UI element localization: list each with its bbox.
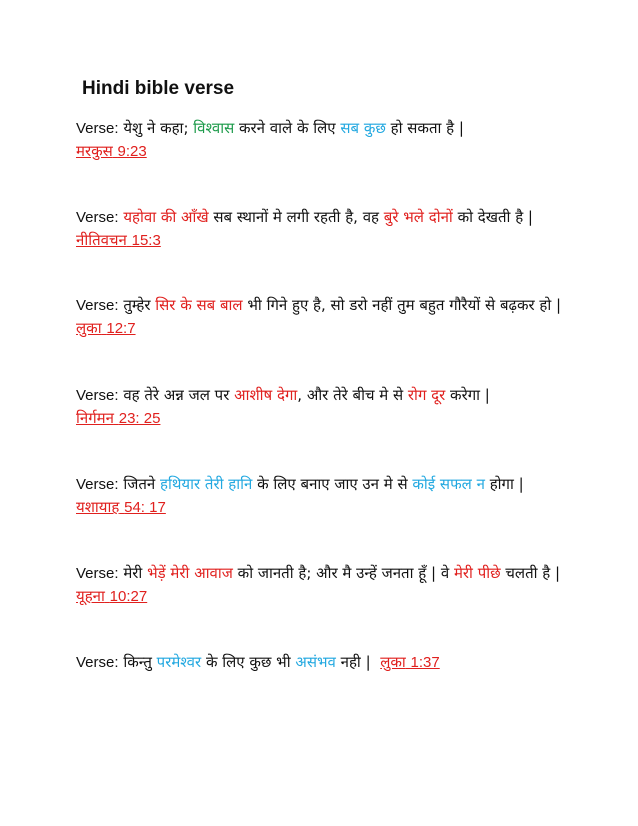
verse-highlight: कोई सफल न	[412, 475, 485, 493]
verse-highlight: भेड़ें मेरी आवाज	[147, 564, 233, 582]
verse-label: Verse:	[76, 120, 119, 137]
verse-text: करने वाले के लिए	[239, 119, 336, 137]
verse-label: Verse:	[76, 297, 119, 314]
verse-text: सब स्थानों मे लगी रहती है, वह	[213, 208, 379, 226]
verse-text: को जानती है; और मै उन्हें जनता हूँ | वे	[237, 564, 450, 582]
reference-number: 10:27	[109, 588, 148, 605]
verse-2	[76, 206, 576, 252]
verse-highlight: यहोवा की आँखे	[123, 208, 209, 226]
verse-reference[interactable]	[76, 142, 147, 160]
verse-text: करेगा |	[450, 386, 490, 404]
verse-highlight: सिर के सब बाल	[155, 296, 243, 314]
verse-text: चलती है |	[505, 564, 561, 582]
verse-highlight: बुरे भले दोनों	[383, 208, 453, 226]
verse-text: मेरी	[123, 564, 143, 582]
verse-3	[76, 294, 576, 340]
verse-highlight: आशीष देगा	[234, 386, 298, 404]
verse-reference[interactable]	[76, 409, 160, 427]
verse-label: Verse:	[76, 476, 119, 493]
verse-text: किन्तु	[123, 653, 152, 671]
verse-text: , और तेरे बीच मे से	[297, 386, 404, 404]
reference-number: 15:3	[131, 232, 161, 249]
reference-book: यशायाह	[76, 498, 120, 516]
verse-highlight: रोग दूर	[407, 386, 446, 404]
verse-label: Verse:	[76, 209, 119, 226]
verse-text: तुम्हेर	[123, 296, 151, 314]
verse-text: को देखती है |	[457, 208, 533, 226]
verse-text: के लिए कुछ भी	[205, 653, 291, 671]
verse-text: येशु ने कहा;	[123, 119, 189, 137]
verse-text: होगा |	[489, 475, 524, 493]
reference-book: निर्गमन	[76, 409, 114, 427]
verse-reference[interactable]	[380, 653, 440, 671]
reference-book: मरकुस	[76, 142, 113, 160]
reference-book: लुका	[380, 653, 406, 671]
verse-text: के लिए बनाए जाए उन मे से	[257, 475, 408, 493]
verse-7	[76, 651, 576, 674]
reference-number: 9:23	[117, 143, 147, 160]
verse-text: हो सकता है |	[390, 119, 464, 137]
verse-4	[76, 384, 576, 430]
verse-label: Verse:	[76, 387, 119, 404]
verse-text: जितने	[123, 475, 156, 493]
reference-number: 12:7	[106, 320, 136, 337]
verse-reference[interactable]	[76, 319, 136, 337]
reference-book: लुका	[76, 319, 102, 337]
verse-5	[76, 473, 576, 519]
verse-highlight: विश्वास	[193, 119, 235, 137]
verse-highlight: परमेश्वर	[156, 653, 202, 671]
reference-number: 1:37	[410, 654, 440, 671]
verse-label: Verse:	[76, 654, 119, 671]
verse-label: Verse:	[76, 565, 119, 582]
reference-book: नीतिवचन	[76, 231, 127, 249]
verse-reference[interactable]	[76, 231, 161, 249]
verse-text: वह तेरे अन्न जल पर	[123, 386, 230, 404]
reference-book: यूहना	[76, 587, 105, 605]
verse-highlight: सब कुछ	[340, 119, 386, 137]
verse-1	[76, 117, 576, 163]
reference-number: 54: 17	[124, 499, 166, 516]
verse-6	[76, 562, 576, 608]
verse-highlight: मेरी पीछे	[453, 564, 501, 582]
verse-reference[interactable]	[76, 498, 166, 516]
verse-highlight: असंभव	[295, 653, 336, 671]
verse-highlight: हथियार तेरी हानि	[159, 475, 253, 493]
verse-text: नही |	[340, 653, 371, 671]
verse-text: भी गिने हुए है, सो डरो नहीं तुम बहुत गौरैयों से बढ़कर हो |	[247, 296, 562, 314]
reference-number: 23: 25	[118, 410, 161, 427]
verse-reference[interactable]	[76, 587, 147, 605]
page-title: Hindi bible verse	[82, 78, 235, 99]
